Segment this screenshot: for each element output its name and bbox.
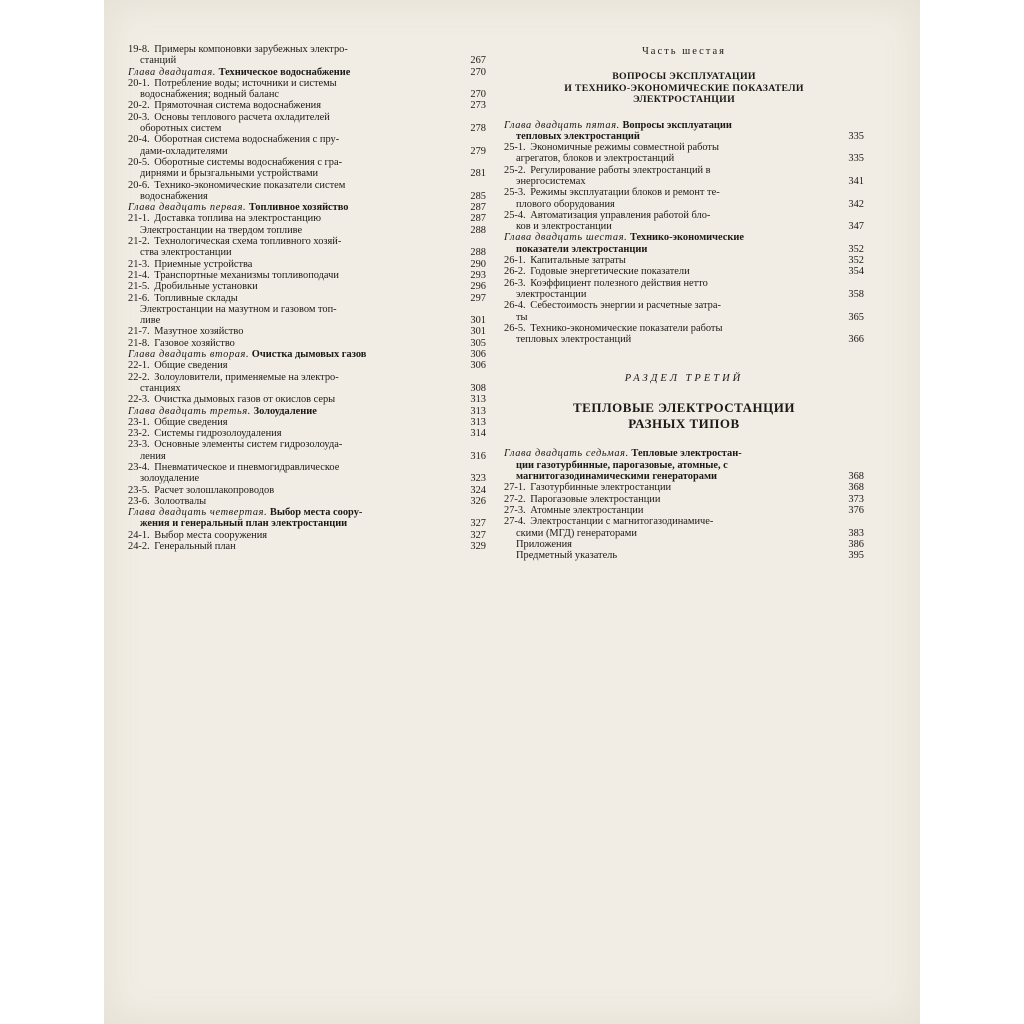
entry-title-continuation: тепловых электростанций (516, 130, 640, 142)
page-number: 267 (470, 55, 486, 67)
page-number: 373 (848, 493, 864, 505)
entry-title: Себестоимость энергии и расчетные затра- (530, 300, 721, 312)
entry-title: Прямоточная система водоснабжения (154, 100, 321, 112)
toc-entry (504, 187, 864, 210)
entry-title: Генеральный план (154, 541, 236, 553)
entry-number: 21-4. (128, 269, 150, 281)
entry-title: Золоуловители, применяемые на электро- (154, 371, 339, 383)
toc-entry (128, 496, 486, 507)
toc-entry (504, 539, 864, 550)
entry-title-continuation: тепловых электростанций (516, 334, 632, 346)
page-number: 314 (470, 428, 486, 440)
entry-number: 22-2. (128, 371, 150, 383)
entry-number: 25-3. (504, 187, 526, 199)
toc-entry (504, 494, 864, 505)
page-number: 347 (848, 221, 864, 233)
toc-entry (504, 142, 864, 165)
toc-entry (504, 323, 864, 346)
entry-title: Оборотная система водоснабжения с пру- (154, 134, 340, 146)
entry-title-continuation: водоснабжения (140, 190, 208, 202)
entry-title-continuation: ства электростанции (140, 247, 232, 259)
entry-title-continuation: показатели электростанции (516, 243, 648, 255)
entry-title: Атомные электростанции (530, 504, 644, 516)
page-number: 297 (470, 292, 486, 304)
toc-entry (128, 281, 486, 292)
entry-title-continuation: станций (140, 55, 177, 67)
toc-entry (128, 236, 486, 259)
toc-entry (504, 505, 864, 516)
entry-number: 23-1. (128, 416, 150, 428)
page-number: 376 (848, 504, 864, 516)
chapter-label: Глава двадцать седьмая. (504, 448, 629, 460)
section-title: ТЕПЛОВЫЕ ЭЛЕКТРОСТАНЦИИ РАЗНЫХ ТИПОВ (573, 400, 795, 432)
page-number: 313 (470, 416, 486, 428)
entry-number: 27-1. (504, 482, 526, 494)
page-number: 288 (470, 224, 486, 236)
page-number: 335 (848, 153, 864, 165)
entry-number: 26-3. (504, 277, 526, 289)
entry-number: 26-1. (504, 255, 526, 267)
toc-entry (128, 439, 486, 462)
entry-title: Технологическая схема топливного хозяй- (154, 236, 342, 248)
entry-title: Газовое хозяйство (154, 337, 235, 349)
toc-column-right (504, 44, 864, 561)
entry-title-continuation: оборотных систем (140, 123, 222, 135)
page-number: 395 (848, 550, 864, 562)
page-number: 326 (470, 495, 486, 507)
entry-title: Регулирование работы электростанций в (530, 164, 711, 176)
page-number: 386 (848, 538, 864, 550)
page-number: 306 (470, 360, 486, 372)
toc-entry (128, 406, 486, 417)
entry-title: Расчет золошлакопроводов (154, 484, 275, 496)
entry-title-continuation: агрегатов, блоков и электростанций (516, 153, 675, 165)
page-number: 305 (470, 337, 486, 349)
toc-entry (128, 530, 486, 541)
chapter-title: Вопросы эксплуатации (622, 119, 732, 131)
toc-entry (128, 180, 486, 203)
entry-title: Пневматическое и пневмогидравлическое (154, 461, 340, 473)
toc-column-left (128, 44, 486, 552)
page-number: 290 (470, 258, 486, 270)
page-number: 287 (470, 213, 486, 225)
entry-title: Автоматизация управления работой бло- (530, 209, 711, 221)
toc-entry (504, 550, 864, 561)
page-number: 316 (470, 450, 486, 462)
entry-title: Газотурбинные электростанции (530, 482, 672, 494)
page-number: 365 (848, 311, 864, 323)
part-title: ВОПРОСЫ ЭКСПЛУАТАЦИИ И ТЕХНИКО-ЭКОНОМИЧЕСКИЕ ПОКАЗАТЕЛИ ЭЛЕКТРОСТАНЦИИ (564, 71, 804, 105)
entry-title: Капитальные затраты (530, 255, 626, 267)
entry-title-continuation: водоснабжения; водный баланс (140, 89, 279, 101)
entry-number: 23-2. (128, 428, 150, 440)
page-number: 288 (470, 247, 486, 259)
entry-number: 26-2. (504, 266, 526, 278)
chapter-title: Золоудаление (253, 405, 317, 417)
toc-entry (128, 507, 486, 530)
entry-number: 26-5. (504, 322, 526, 334)
chapter-title: Технико-экономические (629, 232, 744, 244)
section-heading: Приложения (516, 538, 572, 550)
entry-title-continuation: жения и генеральный план электростанции (140, 518, 348, 530)
toc-entry (128, 259, 486, 270)
entry-number: 20-3. (128, 111, 150, 123)
entry-title: Доставка топлива на электростанцию (154, 213, 321, 225)
toc-entry (504, 482, 864, 493)
toc-entry (128, 112, 486, 135)
entry-number: 21-5. (128, 281, 150, 293)
toc-entry (128, 349, 486, 360)
entry-title: Потребление воды; источники и системы (154, 77, 337, 89)
page-number: 287 (470, 202, 486, 214)
entry-title-continuation: ты (516, 311, 528, 323)
toc-entry (128, 338, 486, 349)
section-heading: Электростанции на мазутном и газовом топ- (140, 303, 337, 315)
toc-entry (128, 372, 486, 395)
toc-entry (128, 134, 486, 157)
entry-title: Мазутное хозяйство (154, 326, 244, 338)
page-number: 368 (848, 482, 864, 494)
entry-number: 20-1. (128, 77, 150, 89)
entry-number: 23-5. (128, 484, 150, 496)
entry-title: Режимы эксплуатации блоков и ремонт те- (530, 187, 720, 199)
entry-title-continuation: станциях (140, 382, 181, 394)
page-number: 352 (848, 243, 864, 255)
page-number: 323 (470, 473, 486, 485)
entry-number: 20-4. (128, 134, 150, 146)
entry-title-continuation: энергосистемах (516, 175, 586, 187)
entry-number: 27-4. (504, 516, 526, 528)
page-number: 306 (470, 349, 486, 361)
chapter-title: Выбор места соору- (269, 507, 363, 519)
chapter-title: Техническое водоснабжение (218, 66, 351, 78)
entry-number: 27-2. (504, 493, 526, 505)
page-number: 278 (470, 123, 486, 135)
entry-number: 24-1. (128, 529, 150, 541)
chapter-label: Глава двадцать пятая. (504, 119, 620, 131)
page-number: 279 (470, 145, 486, 157)
toc-entry (128, 100, 486, 111)
section-label: РАЗДЕЛ ТРЕТИЙ (624, 373, 744, 385)
page-number: 354 (848, 266, 864, 278)
entry-number: 22-3. (128, 394, 150, 406)
toc-entry (128, 67, 486, 78)
entry-number: 27-3. (504, 504, 526, 516)
page-number: 327 (470, 518, 486, 530)
entry-title: Парогазовые электростанции (530, 493, 661, 505)
entry-number: 21-6. (128, 292, 150, 304)
page-number: 296 (470, 281, 486, 293)
entry-title-continuation: магнитогазодинамическими генераторами (516, 471, 718, 483)
page-number: 341 (848, 175, 864, 187)
entry-title: Топливные склады (154, 292, 238, 304)
entry-title: Экономичные режимы совместной работы (530, 142, 719, 154)
entry-title: Общие сведения (154, 416, 228, 428)
toc-entry (128, 485, 486, 496)
section-heading: Предметный указатель (516, 550, 618, 562)
toc-entry (128, 213, 486, 224)
entry-title: Дробильные установки (154, 281, 258, 293)
page-number: 313 (470, 394, 486, 406)
entry-number: 21-3. (128, 258, 150, 270)
toc-entry (128, 44, 486, 67)
page-number: 273 (470, 100, 486, 112)
toc-entry (504, 448, 864, 482)
entry-title: Очистка дымовых газов от окислов серы (154, 394, 336, 406)
toc-entry (128, 541, 486, 552)
page-number: 335 (848, 130, 864, 142)
page-number: 366 (848, 334, 864, 346)
entry-number: 25-1. (504, 142, 526, 154)
entry-number: 23-4. (128, 461, 150, 473)
toc-entry (128, 394, 486, 405)
entry-number: 21-1. (128, 213, 150, 225)
entry-title: Приемные устройства (154, 258, 253, 270)
entry-number: 24-2. (128, 541, 150, 553)
toc-entry (504, 165, 864, 188)
entry-title: Основы теплового расчета охладителей (154, 111, 330, 123)
toc-entry (128, 270, 486, 281)
section-heading: Электростанции на твердом топливе (140, 224, 303, 236)
toc-entry (128, 326, 486, 337)
toc-entry (128, 202, 486, 213)
entry-number: 23-3. (128, 439, 150, 451)
page-number: 308 (470, 382, 486, 394)
toc-entry (128, 428, 486, 439)
toc-entry (128, 293, 486, 304)
page-number: 358 (848, 288, 864, 300)
toc-entry (504, 266, 864, 277)
entry-title: Электростанции с магнитогазодинамиче- (530, 516, 714, 528)
toc-entry (128, 157, 486, 180)
entry-number: 21-7. (128, 326, 150, 338)
part-label: Часть шестая (641, 46, 727, 57)
toc-entry (504, 300, 864, 323)
page-number: 270 (470, 89, 486, 101)
chapter-label: Глава двадцать четвертая. (128, 507, 268, 519)
entry-number: 23-6. (128, 495, 150, 507)
toc-entry (128, 360, 486, 371)
entry-title: Годовые энергетические показатели (530, 266, 690, 278)
chapter-label: Глава двадцать первая. (128, 202, 247, 214)
entry-number: 26-4. (504, 300, 526, 312)
entry-title: Системы гидрозолоудаления (154, 428, 282, 440)
chapter-title: Топливное хозяйство (248, 202, 349, 214)
page-number: 352 (848, 255, 864, 267)
page-number: 281 (470, 168, 486, 180)
entry-title: Технико-экономические показатели работы (530, 322, 723, 334)
entry-number: 21-8. (128, 337, 150, 349)
toc-entry (504, 255, 864, 266)
page-number: 383 (848, 527, 864, 539)
entry-number: 22-1. (128, 360, 150, 372)
entry-title: Золоотвалы (154, 495, 207, 507)
page-number: 342 (848, 198, 864, 210)
entry-title: Оборотные системы водоснабжения с гра- (154, 156, 343, 168)
toc-entry (504, 232, 864, 255)
page-number: 293 (470, 269, 486, 281)
chapter-label: Глава двадцатая. (128, 66, 216, 78)
entry-title-continuation: ции газотурбинные, парогазовые, атомные, с (516, 459, 728, 471)
toc-list-section-three (504, 448, 864, 561)
page-number: 368 (848, 471, 864, 483)
entry-number: 21-2. (128, 236, 150, 248)
entry-title-continuation: плового оборудования (516, 198, 615, 210)
chapter-label: Глава двадцать третья. (128, 405, 251, 417)
page-number: 329 (470, 541, 486, 553)
entry-title-continuation: скими (МГД) генераторами (516, 527, 637, 539)
entry-title-continuation: ков и электростанции (516, 221, 612, 233)
entry-title-continuation: дирнями и брызгальными устройствами (140, 168, 319, 180)
entry-number: 25-4. (504, 209, 526, 221)
toc-entry (504, 120, 864, 143)
entry-title: Технико-экономические показатели систем (154, 179, 346, 191)
toc-entry (128, 225, 486, 236)
entry-number: 25-2. (504, 164, 526, 176)
chapter-label: Глава двадцать шестая. (504, 232, 628, 244)
toc-entry (128, 78, 486, 101)
page-number: 327 (470, 529, 486, 541)
page-number: 301 (470, 315, 486, 327)
page-number: 301 (470, 326, 486, 338)
entry-title-continuation: дами-охладителями (140, 145, 228, 157)
entry-number: 20-5. (128, 156, 150, 168)
entry-title: Коэффициент полезного действия нетто (530, 277, 708, 289)
entry-title-continuation: золоудаление (140, 473, 200, 485)
page-number: 324 (470, 484, 486, 496)
entry-number: 20-2. (128, 100, 150, 112)
entry-title-continuation: ления (140, 450, 166, 462)
page-number: 285 (470, 190, 486, 202)
chapter-label: Глава двадцать вторая. (128, 349, 250, 361)
entry-title: Выбор места сооружения (154, 529, 268, 541)
toc-list-part-six (504, 120, 864, 346)
toc-entry (504, 516, 864, 539)
page-number: 270 (470, 66, 486, 78)
entry-number: 19-8. (128, 44, 150, 55)
entry-title-continuation: электростанции (516, 288, 587, 300)
entry-title: Общие сведения (154, 360, 228, 372)
chapter-title: Очистка дымовых газов (251, 349, 367, 361)
toc-entry (128, 304, 486, 327)
entry-title: Транспортные механизмы топливоподачи (154, 269, 339, 281)
entry-number: 20-6. (128, 179, 150, 191)
page-number: 313 (470, 405, 486, 417)
toc-entry (128, 462, 486, 485)
toc-entry (128, 417, 486, 428)
entry-title: Основные элементы систем гидрозолоуда- (154, 439, 343, 451)
chapter-title: Тепловые электростан- (631, 448, 742, 460)
entry-title: Примеры компоновки зарубежных электро- (154, 44, 348, 55)
entry-title-continuation: ливе (140, 315, 161, 327)
toc-entry (504, 278, 864, 301)
toc-entry (504, 210, 864, 233)
